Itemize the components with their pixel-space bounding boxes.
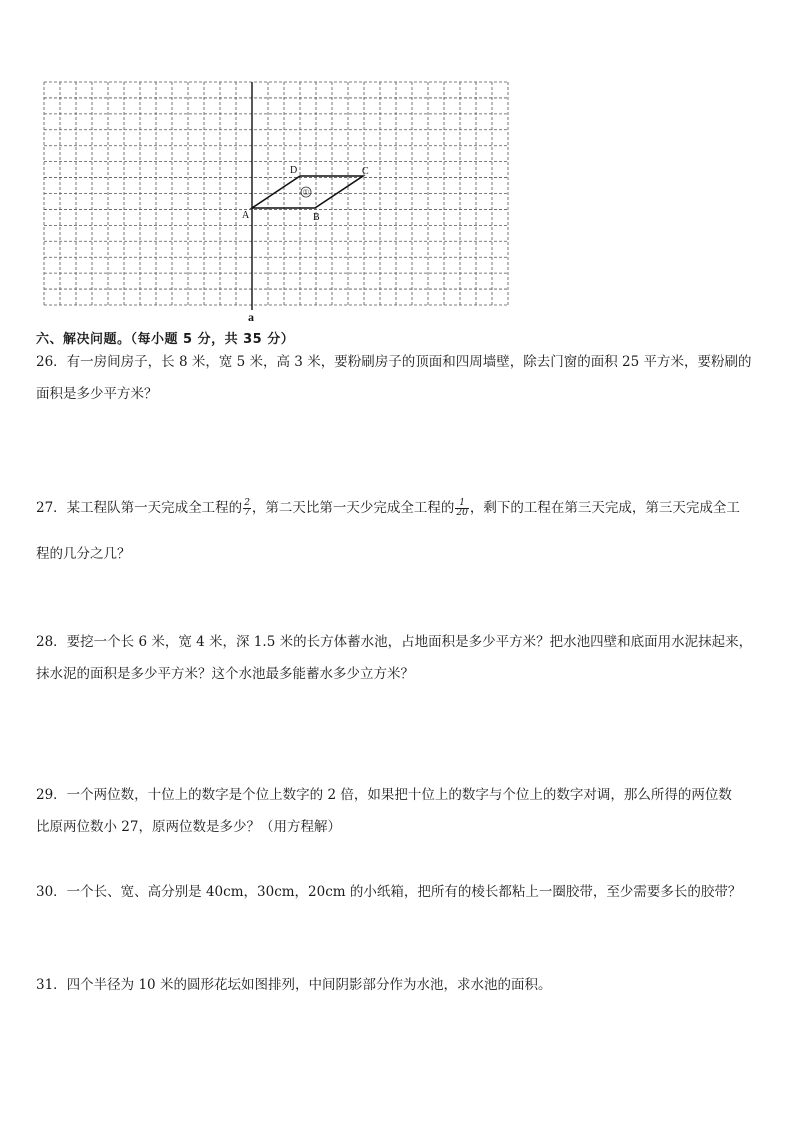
problem-31-line-1: 31．四个半径为 10 米的圆形花坛如图排列，中间阴影部分作为水池，求水池的面积。 bbox=[36, 977, 552, 993]
problem-29 bbox=[36, 779, 760, 843]
axis-label-a: a bbox=[248, 310, 254, 324]
problem-30 bbox=[36, 876, 760, 908]
problem-26-line-1: 26．有一房间房子，长 8 米，宽 5 米，高 3 米，要粉刷房子的顶面和四周墙壁，除去门窗的面积 25 平方米，要粉刷的 bbox=[36, 354, 752, 370]
problem-26-line-2: 面积是多少平方米？ bbox=[36, 386, 158, 402]
problem-28-line-2: 抹水泥的面积是多少平方米？这个水池最多能蓄水多少立方米？ bbox=[36, 666, 414, 682]
problem-26 bbox=[36, 346, 760, 410]
fraction-1-20-denominator: 20 bbox=[456, 508, 468, 518]
section-heading: 六、解决问题。（每小题 5 分，共 35 分） bbox=[36, 332, 295, 347]
problem-29-line-1: 29．一个两位数，十位上的数字是个位上数字的 2 倍，如果把十位上的数字与个位上的数字对调，那么所得的两位数 bbox=[36, 787, 732, 803]
problem-31 bbox=[36, 969, 760, 1001]
problem-27-text-2: ，第二天比第一天少完成全工程的 bbox=[251, 500, 455, 516]
problem-27 bbox=[36, 485, 760, 577]
point-label-b: B bbox=[313, 212, 320, 223]
problem-29-line-2: 比原两位数小 27，原两位数是多少？（用方程解） bbox=[36, 819, 341, 835]
problem-27-line-2: 程的几分之几？ bbox=[36, 546, 131, 562]
grid-figure bbox=[38, 76, 518, 326]
problem-27-text-1: 27．某工程队第一天完成全工程的 bbox=[36, 500, 243, 516]
fraction-2-7-denominator: 7 bbox=[244, 508, 250, 518]
point-label-d: D bbox=[290, 165, 298, 176]
fraction-1-20-numerator: 1 bbox=[455, 499, 468, 509]
parallelogram-label: ① bbox=[302, 188, 310, 197]
problem-27-text-3: ，剩下的工程在第三天完成，第三天完成全工 bbox=[469, 500, 740, 516]
problem-27-line-1 bbox=[36, 485, 760, 531]
problem-30-line-1: 30．一个长、宽、高分别是 40cm，30cm，20cm 的小纸箱，把所有的棱长都粘上一圈胶带，至少需要多长的胶带？ bbox=[36, 884, 742, 900]
point-label-a: A bbox=[242, 210, 250, 221]
fraction-2-7-numerator: 2 bbox=[244, 498, 250, 508]
problem-28 bbox=[36, 626, 760, 690]
problem-28-line-1: 28．要挖一个长 6 米，宽 4 米，深 1.5 米的长方体蓄水池，占地面积是多少平方米？把水池四壁和底面用水泥抹起来， bbox=[36, 634, 753, 650]
point-label-c: C bbox=[362, 166, 369, 177]
dashed-grid bbox=[44, 82, 508, 305]
fraction-1-20 bbox=[455, 499, 468, 518]
fraction-2-7 bbox=[243, 499, 251, 518]
